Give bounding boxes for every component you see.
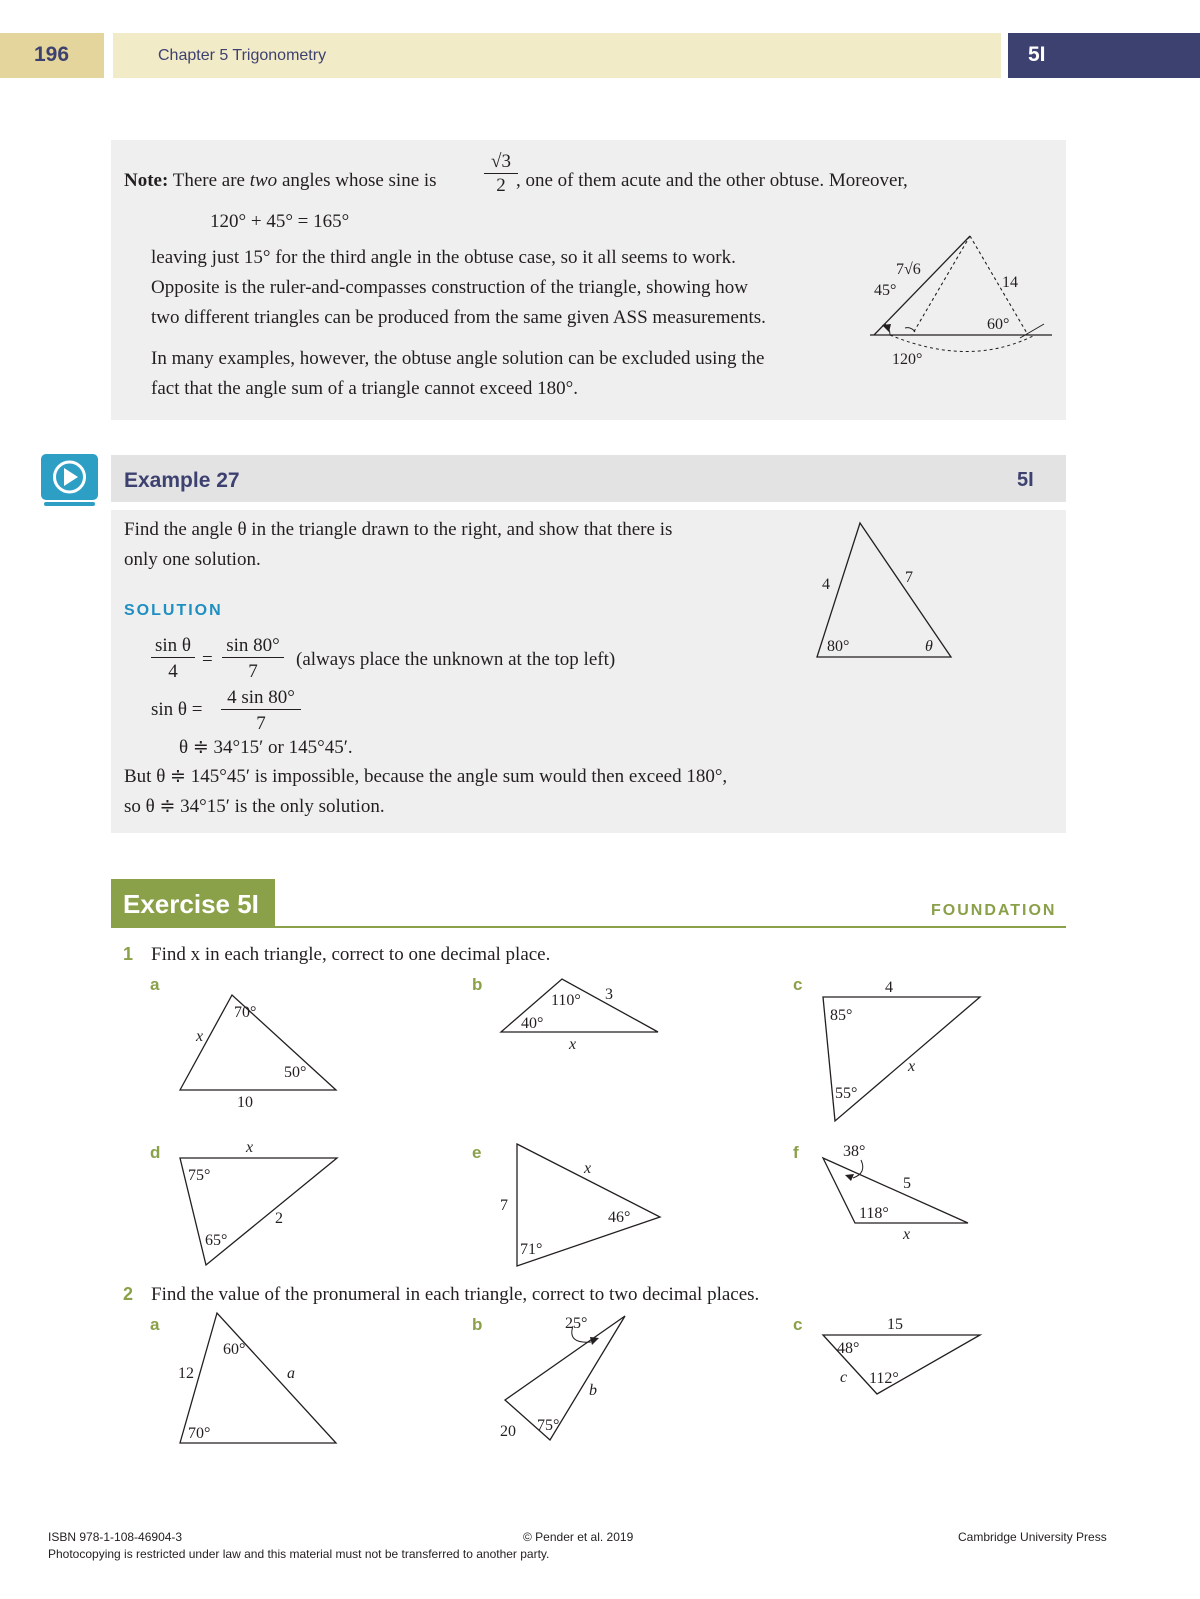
solution-label: SOLUTION (124, 602, 223, 619)
q1-f-triangle (815, 1138, 980, 1248)
q2-b-triangle (495, 1308, 635, 1448)
svg-text:75°: 75° (188, 1167, 211, 1184)
exercise-level: FOUNDATION (931, 902, 1057, 919)
svg-text:75°: 75° (537, 1417, 560, 1434)
section-code: 5I (1028, 43, 1046, 66)
q2-a-triangle (170, 1308, 345, 1448)
note-equation: 120° + 45° = 165° (210, 211, 350, 232)
fraction-sin-theta: sin θ 4 (151, 636, 195, 681)
equals-sign: = (202, 649, 213, 670)
svg-text:46°: 46° (608, 1209, 631, 1226)
svg-text:55°: 55° (835, 1085, 858, 1102)
note-line-1: Note: There are two angles whose sine is (124, 170, 437, 191)
footer-publisher: Cambridge University Press (958, 1530, 1107, 1544)
side-7-label: 7 (905, 569, 913, 586)
q1-part-f-label: f (793, 1143, 799, 1162)
q2-part-c-label: c (793, 1315, 803, 1334)
svg-text:c: c (840, 1369, 848, 1386)
q1-part-a-label: a (150, 975, 160, 994)
svg-text:x: x (908, 1058, 916, 1075)
svg-text:7: 7 (500, 1197, 508, 1214)
svg-text:x: x (246, 1139, 254, 1156)
svg-text:4: 4 (885, 979, 893, 996)
svg-text:12: 12 (178, 1365, 194, 1382)
svg-text:10: 10 (237, 1094, 253, 1111)
svg-text:x: x (903, 1226, 911, 1243)
svg-text:40°: 40° (521, 1015, 544, 1032)
example-question-2: only one solution. (124, 549, 261, 570)
q1-c-triangle (815, 975, 990, 1125)
example-question-1: Find the angle θ in the triangle drawn to the right, and show that there is (124, 519, 673, 540)
q1-part-c-label: c (793, 975, 803, 994)
svg-text:48°: 48° (837, 1340, 860, 1357)
svg-text:2: 2 (275, 1210, 283, 1227)
step-3: θ ≑ 34°15′ or 145°45′. (179, 737, 353, 758)
step-2-lhs: sin θ = (151, 699, 203, 720)
q2-part-a-label: a (150, 1315, 160, 1334)
svg-text:20: 20 (500, 1423, 516, 1440)
note-paragraph-3: two different triangles can be produced from the same given ASS measurements. (151, 307, 766, 328)
footer-isbn: ISBN 978-1-108-46904-3 (48, 1530, 183, 1544)
note-paragraph-2: Opposite is the ruler-and-compasses construction of the triangle, showing how (151, 277, 748, 298)
q1-part-d-label: d (150, 1143, 161, 1162)
svg-text:3: 3 (605, 986, 613, 1003)
note-label: Note: (124, 170, 169, 191)
svg-text:118°: 118° (859, 1205, 889, 1222)
compass-construction-figure (860, 228, 1060, 378)
svg-text:x: x (584, 1160, 592, 1177)
q1-b-triangle (495, 975, 665, 1060)
svg-text:85°: 85° (830, 1007, 853, 1024)
q1-a-triangle (170, 985, 350, 1115)
svg-text:60°: 60° (223, 1341, 246, 1358)
example-triangle-figure (810, 515, 960, 665)
fraction-4-sin-80: 4 sin 80° 7 (221, 688, 301, 733)
side-4-label: 4 (822, 576, 830, 593)
angle-label-120: 120° (892, 351, 923, 368)
svg-text:a: a (287, 1365, 295, 1382)
exercise-title: Exercise 5I (123, 889, 259, 919)
note-fraction: √3 2 (484, 152, 518, 195)
svg-text:x: x (196, 1028, 204, 1045)
svg-text:38°: 38° (843, 1143, 866, 1160)
chapter-bar (113, 33, 1001, 78)
side-label-14: 14 (1002, 274, 1018, 291)
question-1-number: 1 (123, 944, 134, 964)
page-number-tab (0, 33, 104, 78)
q1-d-triangle (170, 1138, 350, 1273)
step-1-note: (always place the unknown at the top left) (296, 649, 616, 670)
note-paragraph-1: leaving just 15° for the third angle in the obtuse case, so it all seems to work. (151, 247, 736, 268)
svg-text:65°: 65° (205, 1232, 228, 1249)
svg-text:b: b (589, 1382, 597, 1399)
section-tab (1008, 33, 1200, 78)
note-paragraph-5: fact that the angle sum of a triangle cannot exceed 180°. (151, 378, 579, 399)
angle-theta-label: θ (925, 638, 933, 655)
video-play-icon[interactable] (40, 453, 100, 507)
example-title: Example 27 (124, 469, 240, 492)
footer-copyright: © Pender et al. 2019 (523, 1530, 634, 1544)
angle-80-label: 80° (827, 638, 850, 655)
fraction-sin-80: sin 80° 7 (222, 636, 284, 681)
exercise-rule (111, 926, 1066, 928)
footer-notice: Photocopying is restricted under law and this material must not be transferred to another party. (48, 1547, 550, 1561)
question-2-number: 2 (123, 1284, 134, 1304)
svg-text:70°: 70° (188, 1425, 211, 1442)
svg-text:71°: 71° (520, 1241, 543, 1258)
example-header (111, 455, 1066, 502)
svg-text:70°: 70° (234, 1004, 257, 1021)
angle-label-60: 60° (987, 316, 1010, 333)
svg-text:25°: 25° (565, 1315, 588, 1332)
step-5: so θ ≑ 34°15′ is the only solution. (124, 796, 385, 817)
question-2-text: Find the value of the pronumeral in each triangle, correct to two decimal places. (151, 1284, 760, 1305)
page-number: 196 (34, 43, 70, 66)
svg-text:x: x (569, 1036, 577, 1053)
svg-text:5: 5 (903, 1175, 911, 1192)
svg-text:50°: 50° (284, 1064, 307, 1081)
step-4: But θ ≑ 145°45′ is impossible, because the angle sum would then exceed 180°, (124, 766, 728, 787)
chapter-title: Chapter 5 Trigonometry (158, 47, 327, 64)
exercise-tab (111, 879, 275, 926)
question-1-text: Find x in each triangle, correct to one decimal place. (151, 944, 551, 965)
q1-part-e-label: e (472, 1143, 482, 1162)
example-section: 5I (1017, 469, 1034, 491)
svg-text:15: 15 (887, 1316, 903, 1333)
q1-e-triangle (495, 1138, 670, 1273)
angle-label-45: 45° (874, 282, 897, 299)
q2-c-triangle (815, 1308, 990, 1403)
q2-part-b-label: b (472, 1315, 483, 1334)
svg-text:110°: 110° (551, 992, 581, 1009)
svg-text:112°: 112° (869, 1370, 899, 1387)
side-label-7root6: 7√6 (896, 261, 921, 278)
note-paragraph-4: In many examples, however, the obtuse angle solution can be excluded using the (151, 348, 765, 369)
note-line-1-end: , one of them acute and the other obtuse. Moreover, (516, 170, 908, 191)
q1-part-b-label: b (472, 975, 483, 994)
